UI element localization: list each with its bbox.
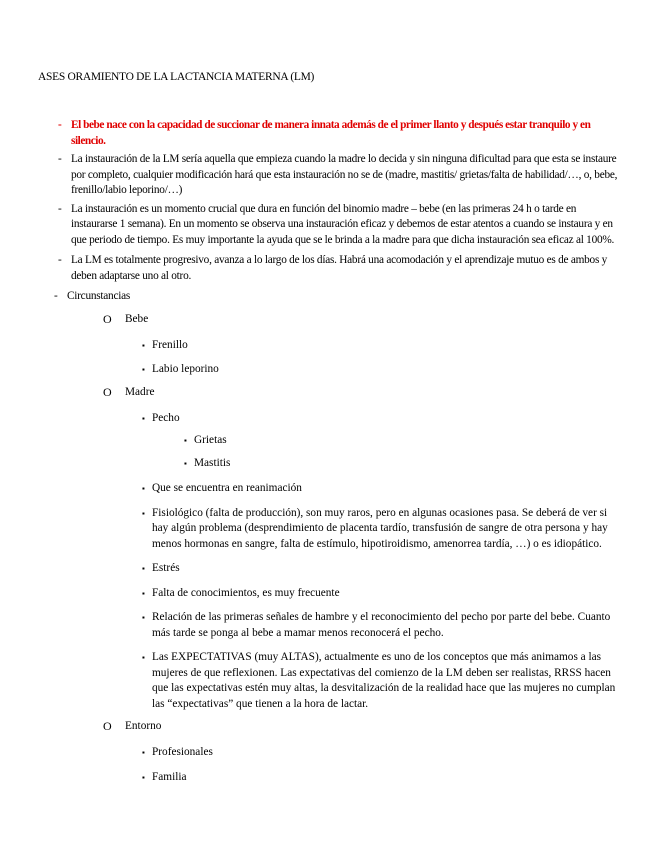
list-item (142, 506, 624, 553)
circumstance-madre (103, 385, 624, 402)
dash-bullet: - (58, 202, 62, 215)
item-text: La instauración de la LM sería aquella que empieza cuando la madre lo decida y sin ninguna dificultad para que esta se instaure por completo, cualquier modificación hará que esta instauración no se de (madre, mastitis/ grietas/falta de habilidad/…, o, bebe, frenillo/labio leporino/…) (71, 153, 618, 196)
item-text: Profesionales (152, 746, 213, 758)
list-item (142, 411, 624, 427)
square-bullet: ▪ (142, 748, 145, 757)
item-text: Que se encuentra en reanimación (152, 482, 302, 494)
circumstance-label: Madre (125, 385, 155, 398)
item-text: Labio leporino (152, 363, 219, 375)
list-item (142, 610, 624, 641)
square-bullet: ▪ (142, 508, 145, 518)
list-item (142, 650, 624, 712)
list-item (142, 362, 624, 378)
square-bullet: ▪ (142, 613, 145, 622)
list-item (142, 561, 624, 577)
circumstance-bebe (103, 312, 624, 329)
item-text: La LM es totalmente progresivo, avanza a lo largo de los días. Habrá una acomodación y el aprendizaje mutuo es de ambos y deben adaptarse uno al otro. (71, 254, 608, 282)
item-text: Frenillo (152, 338, 188, 351)
list-item (142, 338, 624, 354)
item-text: Pecho (152, 411, 180, 424)
list-item (58, 253, 624, 284)
list-item (184, 433, 624, 449)
circumstance-label: Entorno (125, 720, 162, 732)
square-bullet: ▪ (142, 564, 145, 573)
item-text: Mastitis (194, 456, 231, 469)
list-item (142, 586, 624, 602)
circle-bullet: O (103, 384, 112, 399)
page-title: ASES ORAMIENTO DE LA LACTANCIA MATERNA (LM) (38, 71, 315, 83)
square-bullet: ▪ (184, 436, 187, 445)
dash-bullet: - (58, 119, 62, 131)
dash-bullet: - (54, 290, 58, 302)
item-text: Familia (152, 770, 187, 783)
square-bullet: ▪ (142, 588, 145, 598)
list-item (142, 481, 624, 497)
square-bullet: ▪ (142, 365, 145, 374)
square-bullet: ▪ (142, 340, 145, 350)
list-item (58, 202, 624, 249)
item-text: Las EXPECTATIVAS (muy ALTAS), actualmente es uno de los conceptos que más animamos a las mujeres de que reflexionen. Las expectativas del comienzo de la LM deben ser realistas, RRSS hacen que las expectativas estén muy altas, la desvitalización de la realidad hace que las mujeres no cumplan las “expectativas” que tienen a la hora de lactar. (152, 651, 616, 710)
list-item (142, 770, 624, 786)
list-item (58, 152, 624, 199)
item-text: Circunstancias (67, 290, 131, 302)
circumstance-label: Bebe (125, 312, 149, 325)
item-text: La instauración es un momento crucial que dura en función del binomio madre – bebe (en las primeras 24 h o tarde en instaurarse 1 semana). En un momento se observa una instauración eficaz y debemos de estar atentos a cuando se instaura y en que periodo de tiempo. Es muy importante la ayuda que se le brinda a la madre para que dicha instauración sea eficaz al 100%. (71, 202, 615, 246)
square-bullet: ▪ (184, 458, 187, 468)
square-bullet: ▪ (142, 484, 145, 493)
item-text: Relación de las primeras señales de hambre y el reconocimiento del pecho por parte del bebe. Cuanto más tarde se ponga al bebe a mamar menos reconocerá el pecho. (152, 611, 611, 639)
bullet-list (54, 118, 624, 785)
dash-bullet: - (58, 153, 62, 165)
list-item (58, 118, 624, 149)
item-text: Estrés (152, 562, 180, 574)
circle-bullet: O (103, 719, 112, 733)
square-bullet: ▪ (142, 653, 145, 662)
dash-bullet: - (58, 254, 62, 266)
list-item (184, 456, 624, 472)
item-text: El bebe nace con la capacidad de succionar de manera innata además de el primer llanto y después estar tranquilo y en silencio. (71, 119, 591, 147)
item-text: Fisiológico (falta de producción), son muy raros, pero en algunas ocasiones pasa. Se deberá de ver si hay algún problema (desprendimiento de placenta tardío, transfusión de sangre de otra persona y hay menos hormonas en sangre, falta de estímulo, hipotiroidismo, amenorrea tardía, …) o es idiopático. (152, 506, 608, 550)
item-text: Grietas (194, 434, 227, 446)
circle-bullet: O (103, 311, 112, 326)
square-bullet: ▪ (142, 413, 145, 423)
item-text: Falta de conocimientos, es muy frecuente (152, 586, 340, 599)
circumstance-entorno (103, 719, 624, 736)
list-item (54, 289, 624, 305)
square-bullet: ▪ (142, 772, 145, 782)
list-item (142, 745, 624, 761)
